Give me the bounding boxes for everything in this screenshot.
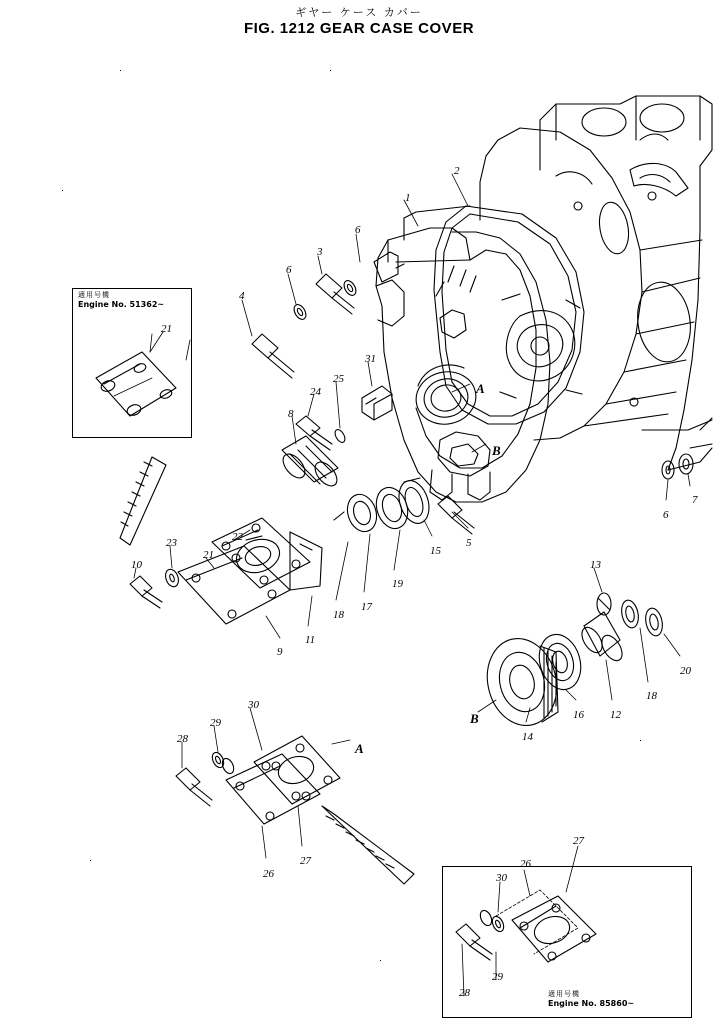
part-callout-25: 25: [333, 373, 344, 385]
part-callout-29: 29: [210, 717, 221, 729]
part-callout-12: 12: [610, 709, 621, 721]
part-callout-27: 27: [300, 855, 311, 867]
part-callout-2: 2: [454, 165, 460, 177]
note-engine-51362-en: Engine No. 51362~: [78, 299, 165, 309]
part-callout-22: 22: [232, 531, 243, 543]
part-callout-1: 1: [405, 192, 411, 204]
note-engine-85860-label: [548, 990, 634, 1009]
scan-speck: [90, 860, 91, 861]
section-balloon-b: B: [470, 711, 479, 726]
part-callout-7: 7: [692, 494, 698, 506]
part-callout-6: 6: [663, 509, 669, 521]
part-callout-15: 15: [430, 545, 441, 557]
part-callout-30: 30: [248, 699, 259, 711]
part-callout-18: 18: [333, 609, 344, 621]
section-balloon-a: A: [355, 741, 364, 756]
part-callout-3: 3: [317, 246, 323, 258]
part-callout-24: 24: [310, 386, 321, 398]
scan-speck: [380, 960, 381, 961]
part-callout-18: 18: [646, 690, 657, 702]
section-balloon-b: B: [492, 443, 501, 458]
note-engine-85860-jp: 適用号機: [548, 990, 580, 998]
section-balloon-a: A: [476, 381, 485, 396]
part-callout-29: 29: [492, 971, 503, 983]
scan-speck: [120, 70, 121, 71]
scan-speck: [640, 740, 641, 741]
part-callout-9: 9: [277, 646, 283, 658]
part-callout-31: 31: [365, 353, 376, 365]
part-callout-20: 20: [680, 665, 691, 677]
part-callout-13: 13: [590, 559, 601, 571]
inset-box-engine-51362: [72, 288, 192, 438]
scan-speck: [330, 70, 331, 71]
part-callout-19: 19: [392, 578, 403, 590]
part-callout-21: 21: [161, 323, 172, 335]
part-callout-10: 10: [131, 559, 142, 571]
part-callout-4: 4: [239, 290, 245, 302]
part-callout-14: 14: [522, 731, 533, 743]
part-callout-8: 8: [288, 408, 294, 420]
part-callout-21: 21: [203, 549, 214, 561]
note-engine-85860-en: Engine No. 85860~: [548, 998, 635, 1008]
part-callout-16: 16: [573, 709, 584, 721]
part-callout-11: 11: [305, 634, 316, 646]
part-callout-26: 26: [263, 868, 274, 880]
part-callout-30: 30: [496, 872, 507, 884]
note-engine-51362-jp: 適用号機: [78, 291, 110, 299]
part-callout-6: 6: [355, 224, 361, 236]
part-callout-5: 5: [466, 537, 472, 549]
part-callout-6: 6: [286, 264, 292, 276]
part-callout-28: 28: [459, 987, 470, 999]
part-callout-26: 26: [520, 858, 531, 870]
part-callout-17: 17: [361, 601, 372, 613]
part-callout-23: 23: [166, 537, 177, 549]
figure-title-japanese: ギヤー ケース カバー: [295, 6, 423, 19]
figure-title-english: FIG. 1212 GEAR CASE COVER: [243, 20, 475, 37]
scan-speck: [62, 190, 63, 191]
part-callout-27: 27: [573, 835, 584, 847]
note-engine-51362-label: [78, 291, 164, 310]
part-callout-28: 28: [177, 733, 188, 745]
